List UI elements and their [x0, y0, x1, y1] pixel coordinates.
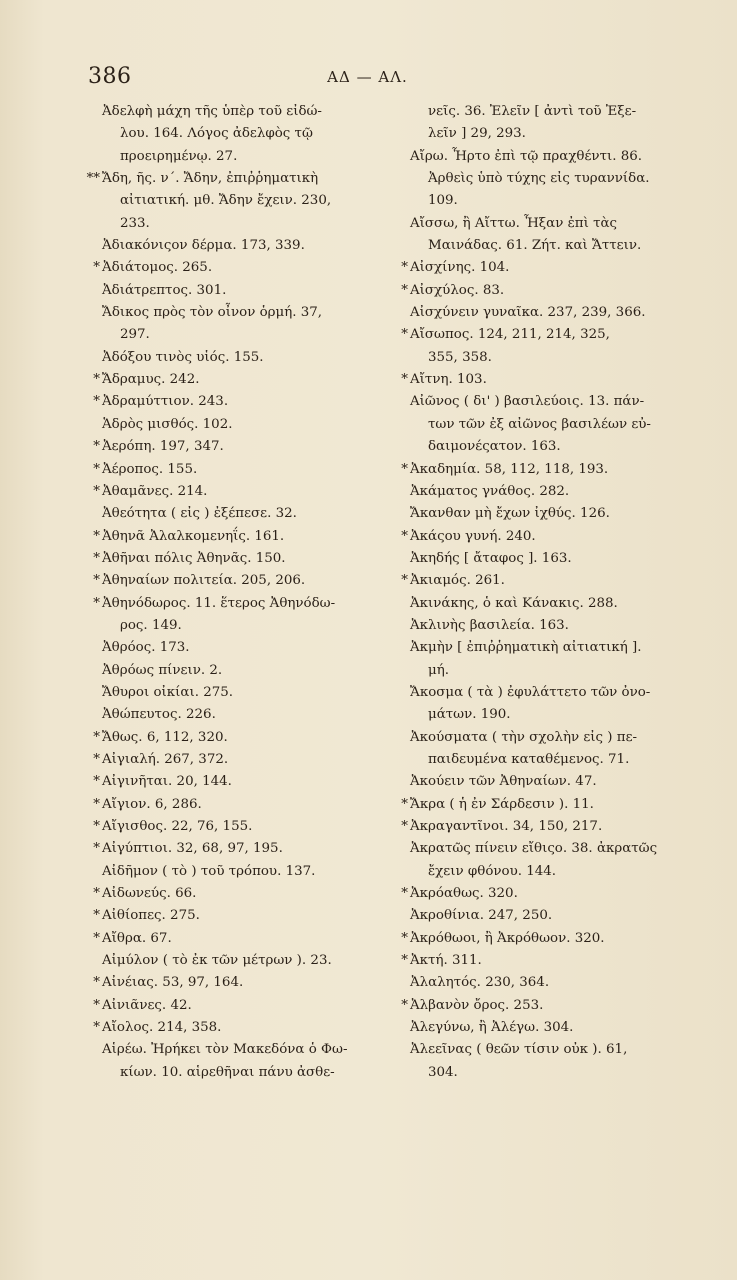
index-entry-line	[84, 682, 384, 704]
index-entry-line	[84, 257, 384, 279]
index-entry-line	[84, 503, 384, 525]
entry-marker: *	[93, 573, 100, 589]
index-entry-line	[84, 1017, 384, 1039]
index-entry-line	[84, 391, 384, 413]
entry-text: 297.	[120, 327, 150, 343]
entry-text: Αἴολος. 214, 358.	[102, 1020, 222, 1036]
entry-text: Ἀδόξου τινὸς υἱός. 155.	[102, 349, 264, 365]
index-entry-line	[84, 347, 384, 369]
entry-text: Αἴσσω, ἢ Αἴττω. Ἦξαν ἐπὶ τὰς	[410, 215, 618, 231]
entry-text: Ἀκρατῶς πίνειν εἴθιςο. 38. ἀκρατῶς	[410, 841, 658, 857]
entry-marker: *	[93, 439, 100, 455]
index-entry-line	[392, 369, 692, 391]
index-entry-line	[84, 771, 384, 793]
index-entry-line	[84, 235, 384, 257]
index-entry-line	[84, 190, 384, 212]
index-entry-line	[392, 615, 692, 637]
index-entry-line	[84, 369, 384, 391]
entry-text: Αἴρω. Ἦρτο ἐπὶ τῷ πραχθέντι. 86.	[410, 148, 643, 164]
entry-marker: *	[93, 908, 100, 924]
index-entry-line	[84, 883, 384, 905]
entry-marker: *	[93, 841, 100, 857]
index-entry-line	[84, 101, 384, 123]
entry-text: Ἄκανθαν μὴ ἔχων ἰχθύς. 126.	[410, 506, 610, 522]
entry-marker: *	[93, 483, 100, 499]
index-entry-line	[84, 972, 384, 994]
entry-marker: *	[93, 372, 100, 388]
entry-text: Ἀκλινὴς βασιλεία. 163.	[410, 617, 569, 633]
index-entry-line	[392, 548, 692, 570]
index-entry-line	[392, 570, 692, 592]
entry-text: Ἄκρα ( ἡ ἐν Σάρδεσιν ). 11.	[410, 796, 594, 812]
entry-marker: *	[93, 886, 100, 902]
entry-text: 304.	[428, 1064, 458, 1080]
entry-text: Ἀθηνᾶ Ἀλαλκομενηΐς. 161.	[102, 528, 285, 544]
entry-text: Αἰνιᾶνες. 42.	[102, 997, 192, 1013]
entry-marker: *	[401, 819, 408, 834]
index-entry-line	[392, 324, 692, 346]
entry-marker: *	[93, 819, 100, 834]
index-entry-line	[392, 347, 692, 369]
index-entry-line	[84, 1039, 384, 1061]
index-entry-line	[392, 168, 692, 190]
entry-text: Ἀλεγύνω, ἢ Ἀλέγω. 304.	[410, 1020, 574, 1036]
entry-text: Ἀερόπη. 197, 347.	[102, 439, 224, 455]
index-entry-line	[392, 436, 692, 458]
entry-marker: *	[93, 461, 100, 477]
entry-text: Ἀκούσματα ( τὴν σχολὴν εἰς ) πε-	[410, 729, 638, 745]
index-entry-line	[392, 794, 692, 816]
entry-text: Ἀκούειν τῶν Ἀθηναίων. 47.	[410, 774, 597, 790]
index-entry-line	[392, 749, 692, 771]
index-entry-line	[392, 816, 692, 838]
entry-text: Αἰῶνος ( δι' ) βασιλεύοις. 13. πάν-	[410, 394, 645, 410]
entry-marker: *	[93, 729, 100, 745]
entry-text: 355, 358.	[428, 349, 492, 365]
entry-marker: *	[93, 260, 100, 276]
index-entry-line	[392, 190, 692, 212]
entry-text: Ἀκινάκης, ὁ καὶ Κάνακις. 288.	[410, 595, 618, 611]
entry-text: κίων. 10. αἱρεθῆναι πάνυ ἀσθε-	[120, 1064, 335, 1080]
index-entry-line	[392, 950, 692, 972]
index-entry-line	[392, 883, 692, 905]
entry-text: Ἀδιακόνιςον δέρμα. 173, 339.	[102, 238, 305, 254]
index-entry-line	[84, 570, 384, 592]
entry-marker: *	[93, 595, 100, 611]
index-entry-line	[84, 950, 384, 972]
index-entry-line	[84, 838, 384, 860]
entry-text: λου. 164. Λόγος ἀδελφὸς τῷ	[120, 126, 313, 142]
entry-marker: *	[401, 282, 408, 298]
entry-text: δαιμονέςατον. 163.	[428, 439, 561, 455]
index-entry-line	[392, 235, 692, 257]
index-entry-line	[392, 771, 692, 793]
index-entry-line	[84, 324, 384, 346]
entry-text: Ἀθεότητα ( εἰς ) ἐξέπεσε. 32.	[102, 506, 297, 522]
index-entry-line	[84, 414, 384, 436]
entry-text: Ἀκάματος γνάθος. 282.	[410, 483, 570, 499]
index-entry-line	[84, 302, 384, 324]
entry-text: Ἀκαδημία. 58, 112, 118, 193.	[410, 461, 609, 477]
entry-text: ρος. 149.	[120, 617, 182, 633]
entry-text: νεῖς. 36. Ἐλεῖν [ ἀντὶ τοῦ Ἐξε-	[428, 104, 637, 119]
entry-text: Αἰδωνεύς. 66.	[102, 886, 197, 902]
index-entry-line	[392, 704, 692, 726]
index-entry-line	[84, 436, 384, 458]
entry-marker: *	[93, 1020, 100, 1036]
index-entry-line	[392, 414, 692, 436]
index-entry-line	[84, 660, 384, 682]
entry-marker: *	[93, 751, 100, 767]
entry-text: παιδευμένα καταθέμενος. 71.	[428, 751, 630, 767]
index-entry-line	[84, 168, 384, 190]
entry-text: Ἀλβανὸν ὄρος. 253.	[410, 997, 544, 1013]
index-entry-line	[392, 928, 692, 950]
index-entry-line	[392, 391, 692, 413]
entry-text: Ἀρθεὶς ὑπὸ τύχης εἰς τυραννίδα.	[428, 171, 650, 187]
entry-marker: *	[401, 997, 408, 1013]
entry-text: μάτων. 190.	[428, 707, 511, 723]
entry-text: Ἀκροθίνια. 247, 250.	[410, 908, 553, 924]
index-entry-line	[84, 526, 384, 548]
entry-text: Ἀκραγαντῖνοι. 34, 150, 217.	[410, 819, 603, 834]
running-head: ΑΔ — ΑΛ.	[327, 68, 408, 86]
entry-marker: *	[401, 461, 408, 477]
index-entry-line	[84, 995, 384, 1017]
entry-text: Ἀδελφὴ μάχη τῆς ὑπὲρ τοῦ εἰδώ-	[102, 104, 322, 119]
entry-text: Ἀδραμύττιον. 243.	[102, 394, 229, 410]
entry-marker: **	[86, 171, 100, 187]
entry-marker: *	[93, 975, 100, 991]
entry-marker: *	[93, 796, 100, 812]
index-entry-line	[84, 481, 384, 503]
entry-text: Αἴθρα. 67.	[102, 930, 172, 946]
entry-marker: *	[401, 372, 408, 388]
index-column-right	[392, 101, 692, 1084]
entry-text: Αἰδῆμον ( τὸ ) τοῦ τρόπου. 137.	[102, 863, 316, 879]
entry-text: αἰτιατική. μθ. Ἄδην ἔχειν. 230,	[120, 193, 332, 209]
index-entry-line	[392, 838, 692, 860]
entry-text: Ἄδη, ῆς. ν΄. Ἄδην, ἐπιῤῥηματικὴ	[102, 171, 319, 187]
entry-text: Ἀλαλητός. 230, 364.	[410, 975, 550, 991]
entry-text: Ἀθώπευτος. 226.	[102, 707, 216, 723]
entry-text: Αἰσχίνης. 104.	[410, 260, 510, 276]
entry-text: Ἄκοσμα ( τὰ ) ἐφυλάττετο τῶν ὀνο-	[410, 684, 651, 700]
entry-text: Αἴγιον. 6, 286.	[102, 796, 202, 812]
entry-text: Αἰσχύλος. 83.	[410, 282, 505, 298]
index-entry-line	[392, 727, 692, 749]
entry-text: Αἴσωπος. 124, 211, 214, 325,	[410, 327, 610, 343]
index-entry-line	[392, 995, 692, 1017]
entry-text: Ἀκμὴν [ ἐπιῤῥηματικὴ αἰτιατική ].	[410, 640, 642, 656]
entry-text: Ἀκρόαθως. 320.	[410, 886, 518, 902]
index-entry-line	[392, 481, 692, 503]
index-entry-line	[84, 637, 384, 659]
entry-text: Αἰμύλον ( τὸ ἐκ τῶν μέτρων ). 23.	[102, 953, 332, 969]
entry-text: λεῖν ] 29, 293.	[428, 126, 526, 142]
entry-text: Ἀθῆναι πόλις Ἀθηνᾶς. 150.	[102, 550, 286, 566]
index-entry-line	[84, 213, 384, 235]
entry-text: Ἄδικος πρὸς τὸν οἶνον ὁρμή. 37,	[102, 305, 323, 321]
index-column-left	[84, 101, 384, 1084]
index-entry-line	[392, 637, 692, 659]
entry-marker: *	[401, 260, 408, 276]
index-entry-line	[392, 123, 692, 145]
entry-text: Αἰθίοπες. 275.	[102, 908, 200, 924]
page-header	[88, 64, 647, 94]
entry-marker: *	[93, 394, 100, 410]
entry-text: Ἀκηδής [ ἄταφος ]. 163.	[410, 550, 572, 566]
entry-text: Ἀθηναίων πολιτεία. 205, 206.	[102, 573, 306, 589]
index-entry-line	[84, 816, 384, 838]
entry-text: Ἀθαμᾶνες. 214.	[102, 483, 208, 499]
entry-text: Ἀλεεῖνας ( θεῶν τίσιν οὐκ ). 61,	[410, 1042, 628, 1058]
entry-marker: *	[401, 528, 408, 544]
index-entry-line	[392, 593, 692, 615]
index-entry-line	[392, 682, 692, 704]
index-entry-line	[84, 905, 384, 927]
entry-marker: *	[401, 886, 408, 902]
index-entry-line	[84, 615, 384, 637]
index-entry-line	[392, 503, 692, 525]
entry-text: Ἀθρόος. 173.	[102, 640, 190, 656]
entry-text: Ἄθως. 6, 112, 320.	[102, 729, 228, 745]
entry-text: Αἰγιαλή. 267, 372.	[102, 751, 229, 767]
index-entry-line	[84, 593, 384, 615]
index-entry-line	[84, 459, 384, 481]
entry-text: Ἀθρόως πίνειν. 2.	[102, 662, 223, 678]
entry-text: Ἀέροπος. 155.	[102, 461, 198, 477]
index-entry-line	[392, 905, 692, 927]
index-entry-line	[84, 146, 384, 168]
entry-text: προειρημένῳ. 27.	[120, 148, 238, 164]
index-entry-line	[392, 972, 692, 994]
index-entry-line	[84, 749, 384, 771]
entry-text: Ἀδιάτρεπτος. 301.	[102, 282, 227, 298]
entry-text: Ἄθυροι οἰκίαι. 275.	[102, 684, 234, 700]
index-entry-line	[392, 861, 692, 883]
index-entry-line	[392, 1017, 692, 1039]
index-entry-line	[84, 727, 384, 749]
entry-marker: *	[93, 774, 100, 790]
page-number: 386	[88, 64, 132, 89]
entry-text: μή.	[428, 662, 449, 678]
entry-text: Ἀδιάτομος. 265.	[102, 260, 213, 276]
entry-text: Αἰνέιας. 53, 97, 164.	[102, 975, 244, 991]
index-entry-line	[84, 928, 384, 950]
entry-text: Αἰγύπτιοι. 32, 68, 97, 195.	[102, 841, 283, 857]
index-entry-line	[84, 123, 384, 145]
index-entry-line	[84, 861, 384, 883]
entry-marker: *	[93, 997, 100, 1013]
entry-marker: *	[93, 550, 100, 566]
entry-text: 109.	[428, 193, 458, 209]
entry-marker: *	[401, 573, 408, 589]
index-entry-line	[84, 1062, 384, 1084]
index-entry-line	[84, 280, 384, 302]
entry-text: Μαινάδας. 61. Ζήτ. καὶ Ἄττειν.	[428, 238, 642, 254]
entry-text: ἔχειν φθόνου. 144.	[428, 863, 557, 879]
entry-marker: *	[401, 930, 408, 946]
entry-marker: *	[93, 528, 100, 544]
entry-text: Αἱρέω. Ἠρήκει τὸν Μακεδόνα ὁ Φω-	[102, 1042, 348, 1058]
entry-text: Ἀκτή. 311.	[410, 953, 482, 969]
entry-text: Ἀκρόθωοι, ἢ Ἀκρόθωον. 320.	[410, 930, 605, 946]
index-entry-line	[84, 704, 384, 726]
entry-text: Αἴγισθος. 22, 76, 155.	[102, 819, 253, 834]
index-entry-line	[84, 794, 384, 816]
entry-marker: *	[401, 953, 408, 969]
entry-text: Αἰγινῆται. 20, 144.	[102, 774, 232, 790]
entry-text: Αἰσχύνειν γυναῖκα. 237, 239, 366.	[410, 305, 646, 321]
index-entry-line	[392, 1062, 692, 1084]
index-entry-line	[392, 526, 692, 548]
entry-text: Ἄδραμυς. 242.	[102, 372, 200, 388]
index-entry-line	[392, 146, 692, 168]
entry-text: Ἀκιαμός. 261.	[410, 573, 505, 589]
index-entry-line	[392, 302, 692, 324]
index-entry-line	[84, 548, 384, 570]
index-entry-line	[392, 1039, 692, 1061]
entry-text: Ἀκάςου γυνή. 240.	[410, 528, 536, 544]
entry-text: Αἴτνη. 103.	[410, 372, 487, 388]
entry-marker: *	[401, 327, 408, 343]
entry-text: 233.	[120, 215, 150, 231]
entry-text: των τῶν ἐξ αἰῶνος βασιλέων εὐ-	[428, 416, 651, 432]
index-entry-line	[392, 257, 692, 279]
entry-marker: *	[401, 796, 408, 812]
entry-text: Ἀθηνόδωρος. 11. ἕτερος Ἀθηνόδω-	[102, 595, 336, 611]
index-entry-line	[392, 459, 692, 481]
index-entry-line	[392, 660, 692, 682]
entry-text: Ἁδρὸς μισθός. 102.	[102, 416, 233, 432]
index-entry-line	[392, 101, 692, 123]
index-entry-line	[392, 280, 692, 302]
entry-marker: *	[93, 930, 100, 946]
index-entry-line	[392, 213, 692, 235]
